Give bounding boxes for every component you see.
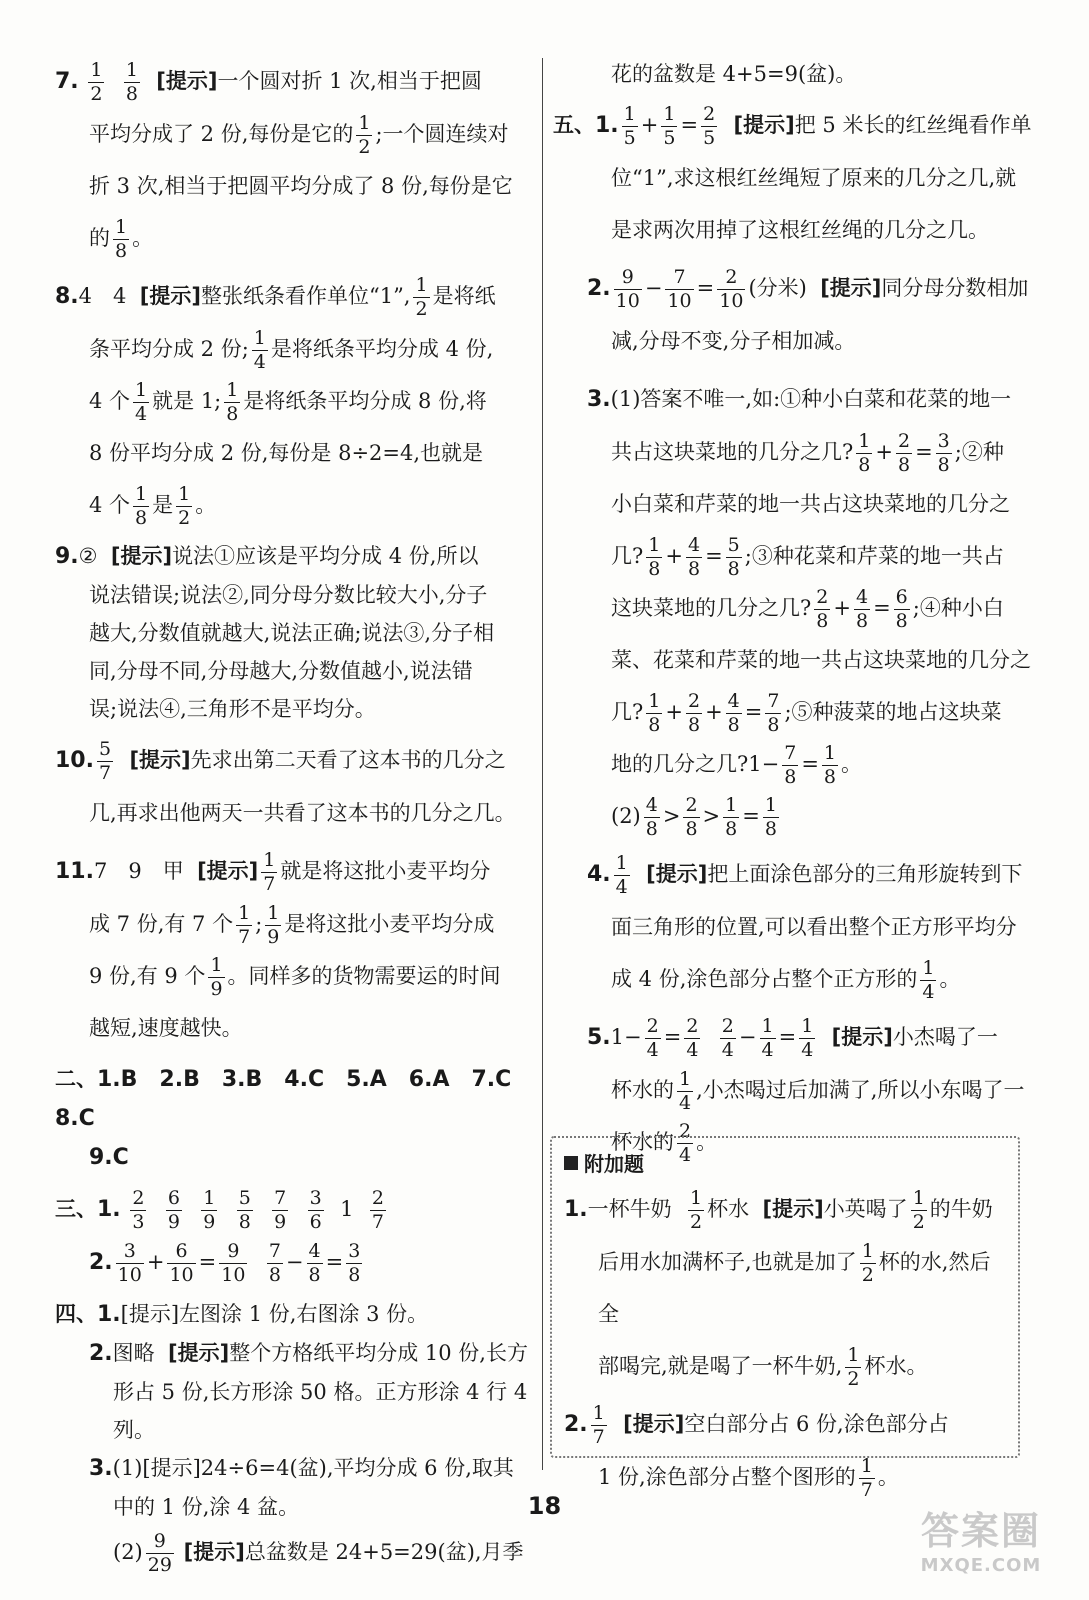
fraction: $\frac{1}{2}$	[178, 483, 191, 529]
fraction: $\frac{4}{8}$	[645, 794, 658, 840]
fraction: $\frac{3}{10}$	[117, 1240, 142, 1286]
hint-tag: [提示]	[623, 1412, 685, 1436]
question-number: 8.	[55, 284, 79, 309]
column-divider	[542, 58, 543, 1470]
fraction: $\frac{2}{4}$	[686, 1015, 699, 1061]
answer-10: 10. $\frac{5}{7}$ [提示]先求出第二天看了这本书的几分之 几,再求出他两天一共看了这本书的几分之几。	[55, 738, 516, 825]
section-5-q4: 4. $\frac{1}{4}$ [提示]把上面涂色部分的三角形旋转到下 面三角形的位置,可以看出整个正方形平均分 成 4 份,涂色部分占整个正方形的 $\frac{1}{4}$ 。	[587, 852, 1023, 1003]
fraction: $\frac{2}{8}$	[816, 586, 829, 632]
fraction: $\frac{4}{8}$	[727, 690, 740, 736]
extra-questions-box	[550, 1136, 1020, 1501]
fraction: $\frac{1}{8}$	[858, 430, 871, 476]
hint-tag: [提示]	[110, 544, 173, 568]
square-bullet-icon	[564, 1156, 578, 1170]
fraction: $\frac{1}{8}$	[764, 794, 777, 840]
answer-7: 7. $\frac{1}{2}$ $\frac{1}{8}$ [提示]一个圆对折 1 次,相当于把圆 平均分成了 2 份,每份是它的 $\frac{1}{2}$ ;一个圆连续对 折 3 次,相当于把圆平均分成了 8 份,每份是它 的 $\frac{1}{8}$ 。	[55, 59, 513, 262]
fraction: $\frac{1}{4}$	[801, 1015, 814, 1061]
fraction: $\frac{1}{9}$	[267, 902, 280, 948]
fraction: $\frac{6}{8}$	[895, 586, 908, 632]
fraction: $\frac{1}{8}$	[125, 59, 138, 105]
fraction: $\frac{7}{10}$	[667, 266, 692, 312]
extra-q1: 1.一杯牛奶 $\frac{1}{2}$ 杯水 [提示]小英喝了 $\frac{1}{2}$ 的牛奶 后用水加满杯子,也就是加了 $\frac{1}{2}$ 杯的水,然后全 部喝完,就是喝了一杯牛奶, $\frac{1}{2}$ 杯水。	[564, 1187, 993, 1390]
answer-9: 9.② [提示]说法①应该是平均分成 4 份,所以 说法错误;说法②,同分母分数比较大小,分子 越大,分数值就越大,说法正确;说法③,分子相 同,分母不同,分母越大,分数值越小,说法错 误;说法④,三角形不是平均分。	[55, 544, 495, 721]
fraction: $\frac{6}{9}$	[167, 1187, 180, 1233]
section-label: 四、	[55, 1302, 97, 1326]
fraction: $\frac{1}{2}$	[90, 59, 103, 105]
fraction: $\frac{5}{8}$	[238, 1187, 251, 1233]
fraction: $\frac{1}{8}$	[115, 216, 128, 262]
continued-text: 花的盆数是 4+5=9(盆)。	[611, 62, 857, 86]
fraction: $\frac{1}{2}$	[358, 112, 371, 158]
left-column	[55, 55, 533, 1584]
fraction: $\frac{4}{8}$	[308, 1240, 321, 1286]
hint-tag: [提示]	[183, 1540, 245, 1564]
fraction: $\frac{2}{8}$	[897, 430, 911, 476]
fraction: $\frac{1}{8}$	[226, 379, 239, 425]
fraction: $\frac{1}{2}$	[861, 1240, 874, 1286]
fraction: $\frac{1}{4}$	[615, 852, 628, 898]
section-5-q2: 2. $\frac{9}{10}$ − $\frac{7}{10}$ = $\frac{2}{10}$ (分米) [提示]同分母分数相加 减,分母不变,分子相加减。	[587, 266, 1029, 353]
section-3: 三、1. $\frac{2}{3}$ $\frac{6}{9}$ $\frac{1}{9}$ $\frac{5}{8}$ $\frac{7}{9}$ $\frac{3}{6}$ 1 $\frac{2}{7}$ 2. $\frac{3}{10}$ + $\frac{6}{10}$ = $\frac{9}{10}$ $\frac{7}{8}$ − $\frac{4}{8}$ = $\frac{3}{8}$	[55, 1187, 384, 1286]
fraction: $\frac{2}{8}$	[685, 794, 698, 840]
fraction: $\frac{1}{7}$	[592, 1402, 605, 1448]
question-number: 7.	[55, 69, 79, 94]
fraction: $\frac{1}{8}$	[648, 534, 661, 580]
question-number: 11.	[55, 859, 94, 884]
question-number: 10.	[55, 748, 94, 773]
fraction: $\frac{2}{4}$	[721, 1015, 734, 1061]
fraction: $\frac{7}{8}$	[268, 1240, 281, 1286]
section-5-q3: 3.(1)答案不唯一,如:①种小白菜和花菜的地一 共占这块菜地的几分之几? $\frac{1}{8}$ + $\frac{2}{8}$ = $\frac{3}{8}$ ;②种 小白菜和芹菜的地一共占这块菜地的几分之 几? $\frac{1}{8}$ + $\frac{4}{8}$ = $\frac{5}{8}$ ;③种花菜和芹菜的地一共占 这块菜地的几分之几? $\frac{2}{8}$ + $\frac{4}{8}$ = $\frac{6}{8}$ ;④种小白 菜、花菜和芹菜的地一共占这块菜地的几分之 几? $\frac{1}{8}$ + $\frac{2}{8}$ + $\frac{4}{8}$ = $\frac{7}{8}$ ;⑤种菠菜的地占这块菜 地的几分之几?1− $\frac{7}{8}$ = $\frac{1}{8}$ 。 (2) $\frac{4}{8}$ > $\frac{2}{8}$ > $\frac{1}{8}$ = $\frac{1}{8}$	[587, 387, 1031, 840]
fraction: $\frac{2}{5}$	[703, 103, 716, 149]
fraction: $\frac{1}{4}$	[253, 327, 266, 373]
fraction: $\frac{1}{9}$	[203, 1187, 216, 1233]
fraction: $\frac{1}{2}$	[912, 1187, 925, 1233]
hint-tag: [提示]	[831, 1025, 893, 1049]
fraction: $\frac{5}{7}$	[98, 738, 112, 784]
fraction: $\frac{1}{2}$	[847, 1344, 860, 1390]
fraction: $\frac{1}{5}$	[623, 103, 636, 149]
hint-tag: [提示]	[139, 284, 201, 308]
fraction: $\frac{2}{7}$	[371, 1187, 384, 1233]
extra-q2: 2. $\frac{1}{7}$ [提示]空白部分占 6 份,涂色部分占 1 份,涂色部分占整个图形的 $\frac{1}{7}$ 。	[564, 1402, 949, 1501]
watermark-logo: 答案圈 MXQE.COM	[920, 1509, 1042, 1576]
answer-11: 11.7 9 甲 [提示] $\frac{1}{7}$ 就是将这批小麦平均分 成 7 份,有 7 个 $\frac{1}{7}$ ; $\frac{1}{9}$ 是将这批小麦平均分成 9 份,有 9 个 $\frac{1}{9}$ 。同样多的货物需要运的时间 越短,速度越快。	[55, 849, 501, 1040]
fraction: $\frac{9}{10}$	[221, 1240, 246, 1286]
extra-questions-title: 附加题	[564, 1148, 1006, 1177]
hint-tag: [提示]	[168, 1341, 230, 1365]
fraction: $\frac{1}{8}$	[648, 690, 661, 736]
fraction: $\frac{1}{8}$	[135, 483, 148, 529]
fraction: $\frac{1}{7}$	[238, 902, 251, 948]
section-4: 四、1.[提示]左图涂 1 份,右图涂 3 份。 2.图略 [提示]整个方格纸平均分成 10 份,长方 形占 5 份,长方形涂 50 格。正方形涂 4 行 4 列。 3.(1)[提示]24÷6=4(盆),平均分成 6 份,取其 中的 1 份,涂 4 盆。 (2) $\frac{9}{29}$ [提示]总盆数是 24+5=29(盆),月季	[55, 1302, 528, 1576]
fraction: $\frac{7}{8}$	[767, 690, 780, 736]
fraction: $\frac{4}{8}$	[687, 534, 701, 580]
fraction: $\frac{1}{2}$	[415, 274, 428, 320]
fraction: $\frac{3}{8}$	[348, 1240, 361, 1286]
fraction: $\frac{1}{4}$	[135, 379, 148, 425]
page-number: 18	[527, 1492, 562, 1520]
hint-tag: [提示]	[197, 859, 259, 883]
hint-tag: [提示]	[646, 862, 708, 886]
section-5-q5: 5.1− $\frac{2}{4}$ = $\frac{2}{4}$ $\frac{2}{4}$ − $\frac{1}{4}$ = $\frac{1}{4}$ [提示]小杰喝了一 杯水的 $\frac{1}{4}$ ,小杰喝过后加满了,所以小东喝了一 杯水的 $\frac{2}{4}$ 。	[587, 1015, 1025, 1166]
fraction: $\frac{1}{9}$	[210, 954, 223, 1000]
hint-tag: [提示]	[762, 1197, 824, 1221]
right-column	[553, 55, 1043, 1174]
fraction: $\frac{7}{8}$	[784, 742, 797, 788]
fraction: $\frac{5}{8}$	[727, 534, 740, 580]
fraction: $\frac{3}{6}$	[309, 1187, 322, 1233]
fraction: $\frac{2}{3}$	[132, 1187, 145, 1233]
fraction: $\frac{2}{4}$	[679, 1120, 692, 1166]
hint-tag: [提示]	[820, 276, 882, 300]
answer-8: 8.4 4 [提示]整张纸条看作单位“1”, $\frac{1}{2}$ 是将纸 条平均分成 2 份; $\frac{1}{4}$ 是将纸条平均分成 4 份, 4 个 $\frac{1}{4}$ 就是 1; $\frac{1}{8}$ 是将纸条平均分成 8 份,将 8 份平均分成 2 份,每份是 8÷2=4,也就是 4 个 $\frac{1}{8}$ 是 $\frac{1}{2}$ 。	[55, 274, 496, 529]
fraction: $\frac{1}{4}$	[922, 957, 935, 1003]
section-label: 三、	[55, 1197, 97, 1221]
fraction: $\frac{3}{8}$	[937, 430, 950, 476]
question-number: 9.	[55, 544, 79, 569]
fraction: $\frac{1}{7}$	[263, 849, 276, 895]
section-2: 二、1.B 2.B 3.B 4.C 5.A 6.A 7.C 8.C 9.C	[55, 1067, 534, 1170]
fraction: $\frac{9}{29}$	[147, 1530, 172, 1576]
fraction: $\frac{1}{7}$	[860, 1455, 873, 1501]
fraction: $\frac{2}{8}$	[687, 690, 701, 736]
fraction: $\frac{2}{4}$	[646, 1015, 659, 1061]
section-label: 二、	[55, 1067, 97, 1091]
fraction: $\frac{1}{4}$	[761, 1015, 774, 1061]
fraction: $\frac{7}{9}$	[274, 1187, 287, 1233]
fraction: $\frac{2}{10}$	[719, 266, 744, 312]
fraction: $\frac{1}{8}$	[823, 742, 837, 788]
hint-tag: [提示]	[129, 748, 191, 772]
hint-tag: [提示]	[733, 113, 795, 137]
fraction: $\frac{9}{10}$	[615, 266, 640, 312]
fraction: $\frac{1}{8}$	[725, 794, 738, 840]
hint-tag: [提示]	[156, 69, 218, 93]
section-5-q1: 五、1. $\frac{1}{5}$ + $\frac{1}{5}$ = $\frac{2}{5}$ [提示]把 5 米长的红丝绳看作单 位“1”,求这根红丝绳短了原来的几分之几,就 是求两次用掉了这根红丝绳的几分之几。	[553, 103, 1032, 242]
fraction: $\frac{6}{10}$	[169, 1240, 194, 1286]
fraction: $\frac{1}{5}$	[663, 103, 676, 149]
fraction: $\frac{1}{2}$	[690, 1187, 703, 1233]
fraction: $\frac{4}{8}$	[855, 586, 869, 632]
fraction: $\frac{1}{4}$	[679, 1068, 692, 1114]
section-label: 五、	[553, 113, 595, 137]
